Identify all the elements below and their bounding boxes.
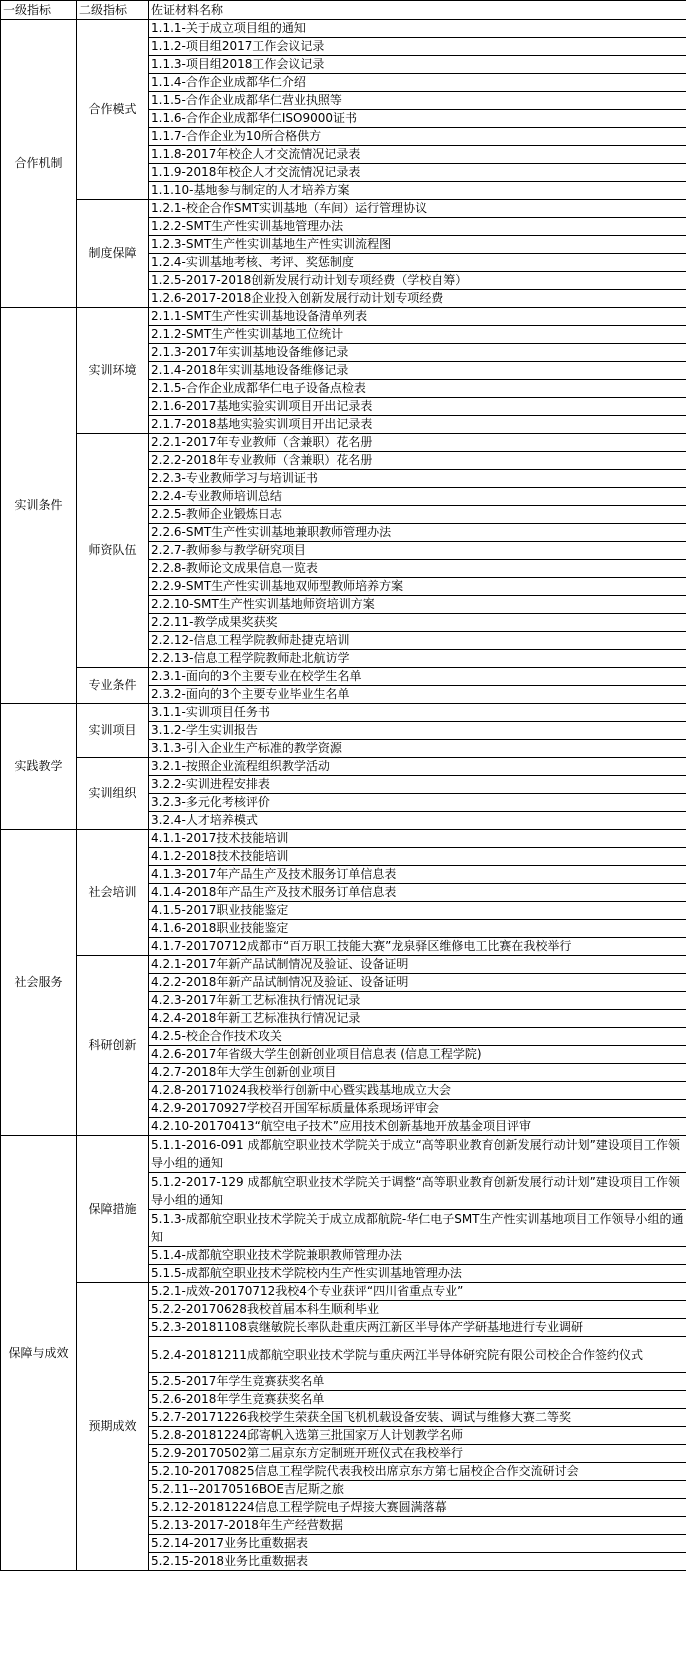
material-cell: 2.1.6-2017基地实验实训项目开出记录表 [149,398,686,416]
level1-cell: 社会服务 [1,830,77,1136]
header-material: 佐证材料名称 [149,1,686,20]
material-cell: 2.2.7-教师参与教学研究项目 [149,542,686,560]
table-row [1,704,686,722]
material-cell: 4.1.7-20170712成都市“百万职工技能大赛”龙泉驿区维修电工比赛在我校举行 [149,938,686,956]
material-cell: 2.1.7-2018基地实验实训项目开出记录表 [149,416,686,434]
material-cell: 5.2.15-2018业务比重数据表 [149,1553,686,1571]
material-cell: 2.1.1-SMT生产性实训基地设备清单列表 [149,308,686,326]
header-row [1,1,686,20]
material-cell: 3.1.3-引入企业生产标准的教学资源 [149,740,686,758]
table-row [1,434,686,452]
material-cell: 2.2.11-教学成果奖获奖 [149,614,686,632]
material-cell: 5.2.13-2017-2018年生产经营数据 [149,1517,686,1535]
material-cell: 5.1.3-成都航空职业技术学院关于成立成都航院-华仁电子SMT生产性实训基地项目工作领导小组的通知 [149,1210,686,1247]
material-cell: 2.2.9-SMT生产性实训基地双师型教师培养方案 [149,578,686,596]
level2-cell: 师资队伍 [77,434,149,668]
material-cell: 1.2.1-校企合作SMT实训基地（车间）运行管理协议 [149,200,686,218]
table-row [1,830,686,848]
material-cell: 2.2.10-SMT生产性实训基地师资培训方案 [149,596,686,614]
material-cell: 2.2.6-SMT生产性实训基地兼职教师管理办法 [149,524,686,542]
material-cell: 1.1.7-合作企业为10所合格供方 [149,128,686,146]
level2-cell: 实训项目 [77,704,149,758]
material-cell: 5.2.6-2018年学生竞赛获奖名单 [149,1391,686,1409]
material-cell: 5.2.3-20181108袁继敏院长率队赴重庆两江新区半导体产学研基地进行专业调研 [149,1319,686,1337]
material-cell: 1.2.5-2017-2018创新发展行动计划专项经费（学校自筹） [149,272,686,290]
material-cell: 1.1.9-2018年校企人才交流情况记录表 [149,164,686,182]
table-row [1,308,686,326]
material-cell: 4.2.3-2017年新工艺标准执行情况记录 [149,992,686,1010]
material-cell: 4.2.2-2018年新产品试制情况及验证、设备证明 [149,974,686,992]
material-cell: 1.2.6-2017-2018企业投入创新发展行动计划专项经费 [149,290,686,308]
material-cell: 1.1.2-项目组2017工作会议记录 [149,38,686,56]
level2-cell: 科研创新 [77,956,149,1136]
table-row [1,200,686,218]
level2-cell: 预期成效 [77,1283,149,1571]
material-cell: 5.2.1-成效-20170712我校4个专业获评“四川省重点专业” [149,1283,686,1301]
material-cell: 2.2.2-2018年专业教师（含兼职）花名册 [149,452,686,470]
level2-cell: 实训环境 [77,308,149,434]
material-cell: 4.1.1-2017技术技能培训 [149,830,686,848]
material-cell: 5.2.5-2017年学生竞赛获奖名单 [149,1373,686,1391]
material-cell: 3.1.2-学生实训报告 [149,722,686,740]
material-cell: 5.2.10-20170825信息工程学院代表我校出席京东方第七届校企合作交流研讨会 [149,1463,686,1481]
material-cell: 4.1.6-2018职业技能鉴定 [149,920,686,938]
material-cell: 2.1.3-2017年实训基地设备维修记录 [149,344,686,362]
material-cell: 4.1.5-2017职业技能鉴定 [149,902,686,920]
level1-cell: 实训条件 [1,308,77,704]
material-cell: 2.3.1-面向的3个主要专业在校学生名单 [149,668,686,686]
header-level1: 一级指标 [1,1,77,20]
material-cell: 5.2.2-20170628我校首届本科生顺利毕业 [149,1301,686,1319]
table-row [1,1283,686,1301]
material-cell: 2.3.2-面向的3个主要专业毕业生名单 [149,686,686,704]
material-cell: 1.1.3-项目组2018工作会议记录 [149,56,686,74]
material-cell: 2.2.3-专业教师学习与培训证书 [149,470,686,488]
material-cell: 4.2.10-20170413“航空电子技术”应用技术创新基地开放基金项目评审 [149,1118,686,1136]
table-row [1,668,686,686]
level2-cell: 社会培训 [77,830,149,956]
level2-cell: 保障措施 [77,1136,149,1283]
material-cell: 1.1.8-2017年校企人才交流情况记录表 [149,146,686,164]
level2-cell: 专业条件 [77,668,149,704]
level2-cell: 合作模式 [77,20,149,200]
material-cell: 3.2.4-人才培养模式 [149,812,686,830]
material-cell: 4.2.1-2017年新产品试制情况及验证、设备证明 [149,956,686,974]
level1-cell: 合作机制 [1,20,77,308]
material-cell: 3.2.3-多元化考核评价 [149,794,686,812]
material-cell: 5.2.7-20171226我校学生荣获全国飞机机载设备安装、调试与维修大赛二等奖 [149,1409,686,1427]
material-cell: 1.1.10-基地参与制定的人才培养方案 [149,182,686,200]
level1-cell: 实践教学 [1,704,77,830]
material-cell: 5.2.4-20181211成都航空职业技术学院与重庆两江半导体研究院有限公司校企合作签约仪式 [149,1337,686,1373]
material-cell: 5.2.12-20181224信息工程学院电子焊接大赛圆满落幕 [149,1499,686,1517]
material-cell: 4.2.8-20171024我校举行创新中心暨实践基地成立大会 [149,1082,686,1100]
material-cell: 2.2.12-信息工程学院教师赴捷克培训 [149,632,686,650]
material-cell: 2.1.4-2018年实训基地设备维修记录 [149,362,686,380]
material-cell: 2.2.5-教师企业锻炼日志 [149,506,686,524]
material-cell: 4.1.3-2017年产品生产及技术服务订单信息表 [149,866,686,884]
table-row [1,758,686,776]
material-cell: 5.1.1-2016-091 成都航空职业技术学院关于成立“高等职业教育创新发展行动计划”建设项目工作领导小组的通知 [149,1136,686,1173]
level2-cell: 实训组织 [77,758,149,830]
material-cell: 4.1.4-2018年产品生产及技术服务订单信息表 [149,884,686,902]
material-cell: 1.1.4-合作企业成都华仁介绍 [149,74,686,92]
material-cell: 4.2.4-2018年新工艺标准执行情况记录 [149,1010,686,1028]
level1-cell: 保障与成效 [1,1136,77,1571]
table-row [1,1136,686,1173]
material-cell: 5.1.2-2017-129 成都航空职业技术学院关于调整“高等职业教育创新发展行动计划”建设项目工作领导小组的通知 [149,1173,686,1210]
level2-cell: 制度保障 [77,200,149,308]
table-row [1,956,686,974]
table-body [1,20,686,1571]
material-cell: 4.2.7-2018年大学生创新创业项目 [149,1064,686,1082]
material-cell: 4.1.2-2018技术技能培训 [149,848,686,866]
material-cell: 1.2.2-SMT生产性实训基地管理办法 [149,218,686,236]
material-cell: 3.1.1-实训项目任务书 [149,704,686,722]
material-cell: 4.2.5-校企合作技术攻关 [149,1028,686,1046]
material-cell: 5.2.8-20181224邱寄帆入选第三批国家万人计划教学名师 [149,1427,686,1445]
material-cell: 1.1.1-关于成立项目组的通知 [149,20,686,38]
material-cell: 1.1.6-合作企业成都华仁ISO9000证书 [149,110,686,128]
material-cell: 5.1.4-成都航空职业技术学院兼职教师管理办法 [149,1247,686,1265]
material-cell: 4.2.6-2017年省级大学生创新创业项目信息表 (信息工程学院) [149,1046,686,1064]
material-cell: 2.1.2-SMT生产性实训基地工位统计 [149,326,686,344]
material-cell: 1.2.4-实训基地考核、考评、奖惩制度 [149,254,686,272]
material-cell: 5.2.14-2017业务比重数据表 [149,1535,686,1553]
material-cell: 2.2.13-信息工程学院教师赴北航访学 [149,650,686,668]
header-level2: 二级指标 [77,1,149,20]
material-cell: 4.2.9-20170927学校召开国军标质量体系现场评审会 [149,1100,686,1118]
table-row [1,20,686,38]
material-cell: 1.2.3-SMT生产性实训基地生产性实训流程图 [149,236,686,254]
material-cell: 1.1.5-合作企业成都华仁营业执照等 [149,92,686,110]
material-cell: 5.2.11--20170516BOE吉尼斯之旅 [149,1481,686,1499]
material-cell: 2.2.8-教师论文成果信息一览表 [149,560,686,578]
material-cell: 2.2.4-专业教师培训总结 [149,488,686,506]
material-cell: 2.2.1-2017年专业教师（含兼职）花名册 [149,434,686,452]
material-cell: 3.2.1-按照企业流程组织教学活动 [149,758,686,776]
material-cell: 5.2.9-20170502第二届京东方定制班开班仪式在我校举行 [149,1445,686,1463]
material-cell: 3.2.2-实训进程安排表 [149,776,686,794]
material-cell: 2.1.5-合作企业成都华仁电子设备点检表 [149,380,686,398]
material-cell: 5.1.5-成都航空职业技术学院校内生产性实训基地管理办法 [149,1265,686,1283]
